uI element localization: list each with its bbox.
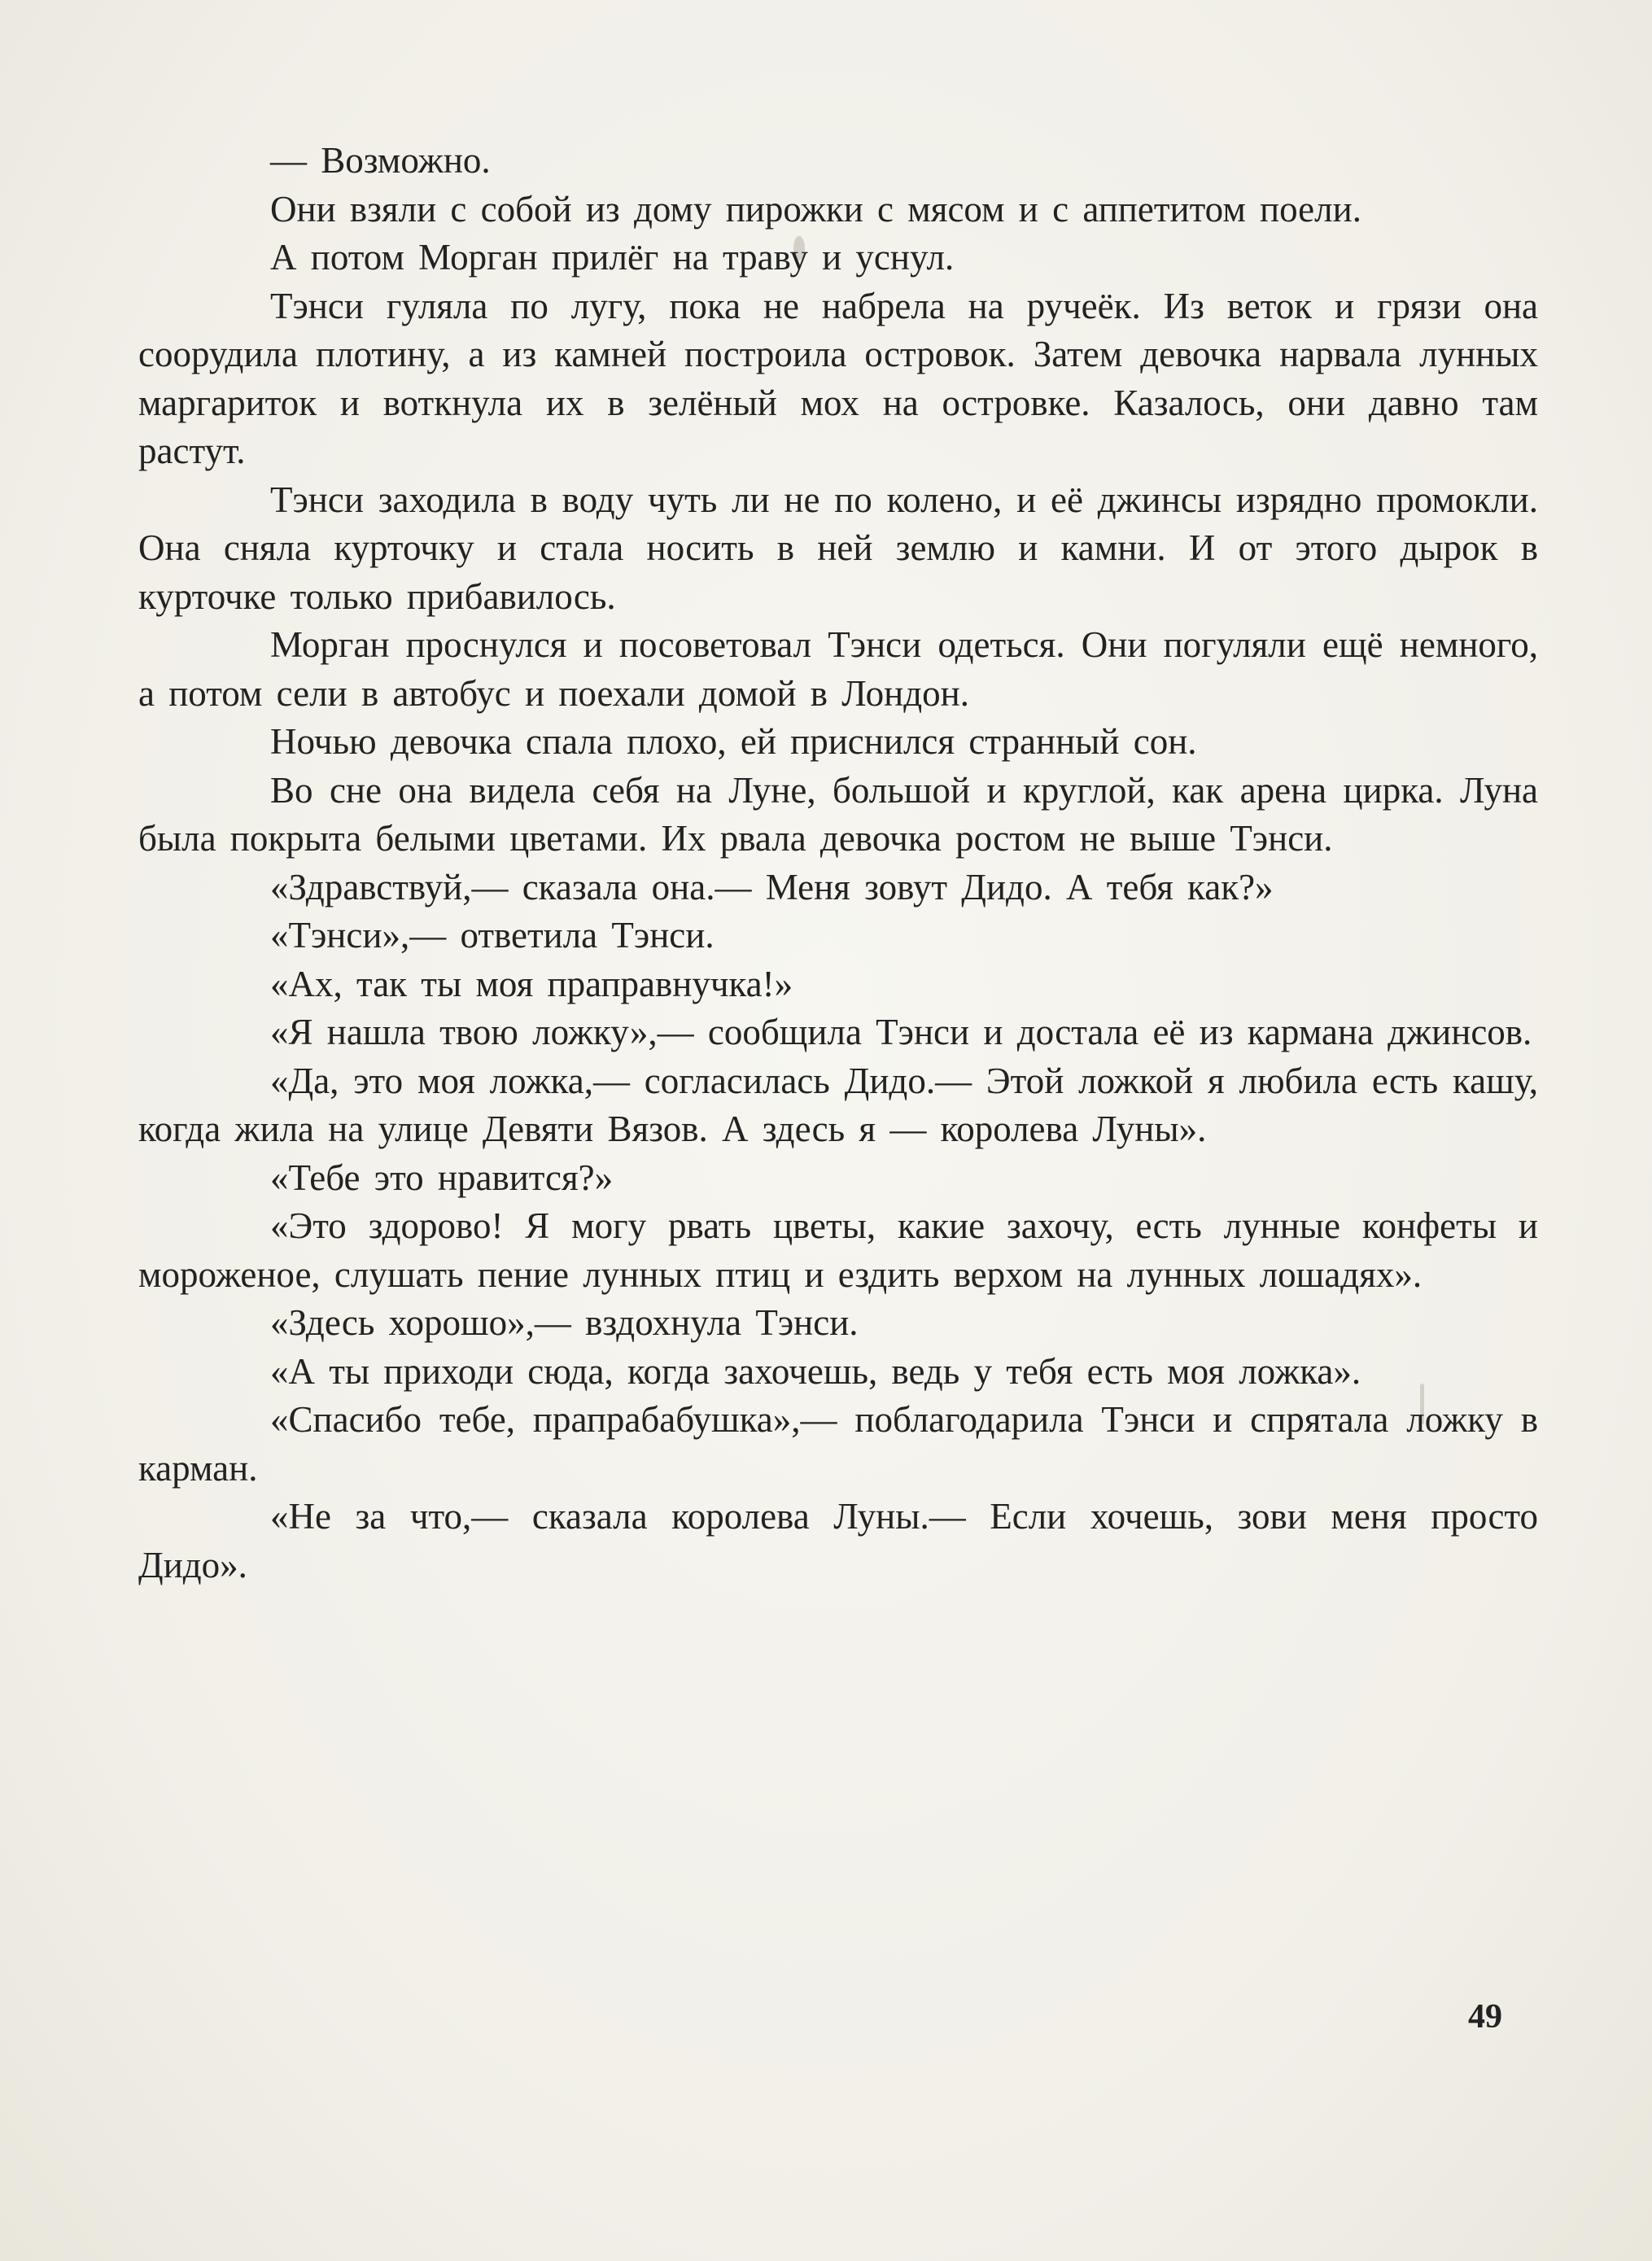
paragraph: Морган проснулся и посоветовал Тэнси одеться. Они погуляли ещё немного, а потом сели в автобус и поехали домой в Лондон. — [138, 624, 1538, 714]
paragraph: А потом Морган прилёг на траву и уснул. — [270, 237, 955, 278]
paragraph: Ночью девочка спала плохо, ей приснился странный сон. — [270, 721, 1197, 762]
paragraph: «Здесь хорошо»,— вздохнула Тэнси. — [270, 1302, 859, 1343]
page-number: 49 — [1468, 1998, 1502, 2036]
paragraph: «Спасибо тебе, прапрабабушка»,— поблагодарила Тэнси и спрятала ложку в карман. — [138, 1399, 1538, 1489]
paragraph: «Это здорово! Я могу рвать цветы, какие захочу, есть лунные конфеты и мороженое, слушать пение лунных птиц и ездить верхом на лунных лошадях». — [138, 1205, 1538, 1295]
paragraph: «Тебе это нравится?» — [270, 1157, 614, 1198]
paragraph: — Возможно. — [270, 140, 491, 181]
paragraph: «А ты приходи сюда, когда захочешь, ведь у тебя есть моя ложка». — [270, 1350, 1361, 1392]
paragraph: «Ах, так ты моя праправнучка!» — [270, 963, 793, 1004]
paragraph: «Не за что,— сказала королева Луны.— Если хочешь, зови меня просто Дидо». — [138, 1496, 1538, 1585]
paragraph: Они взяли с собой из дому пирожки с мясом и с аппетитом поели. — [270, 188, 1361, 230]
paragraph: «Я нашла твою ложку»,— сообщила Тэнси и достала её из кармана джинсов. — [270, 1012, 1532, 1052]
paragraph: Во сне она видела себя на Луне, большой и круглой, как арена цирка. Луна была покрыта белыми цветами. Их рвала девочка ростом не выше Тэнси. — [138, 769, 1538, 859]
paragraph: «Здравствуй,— сказала она.— Меня зовут Дидо. А тебя как?» — [270, 866, 1274, 907]
body-text — [138, 137, 1538, 1590]
paragraph: «Да, это моя ложка,— согласилась Дидо.— Этой ложкой я любила есть кашу, когда жила на улице Девяти Вязов. А здесь я — королева Луны». — [138, 1060, 1538, 1149]
paragraph: «Тэнси»,— ответила Тэнси. — [270, 915, 715, 956]
paragraph: Тэнси гуляла по лугу, пока не набрела на ручеёк. Из веток и грязи она соорудила плотину, а из камней построила островок. Затем девочка нарвала лунных маргариток и воткнула их в зелёный мох на островке. Казалось, они давно там растут. — [138, 285, 1538, 471]
paragraph: Тэнси заходила в воду чуть ли не по колено, и её джинсы изрядно промокли. Она сняла курточку и стала носить в ней землю и камни. И от этого дырок в курточке только прибавилось. — [138, 479, 1538, 617]
